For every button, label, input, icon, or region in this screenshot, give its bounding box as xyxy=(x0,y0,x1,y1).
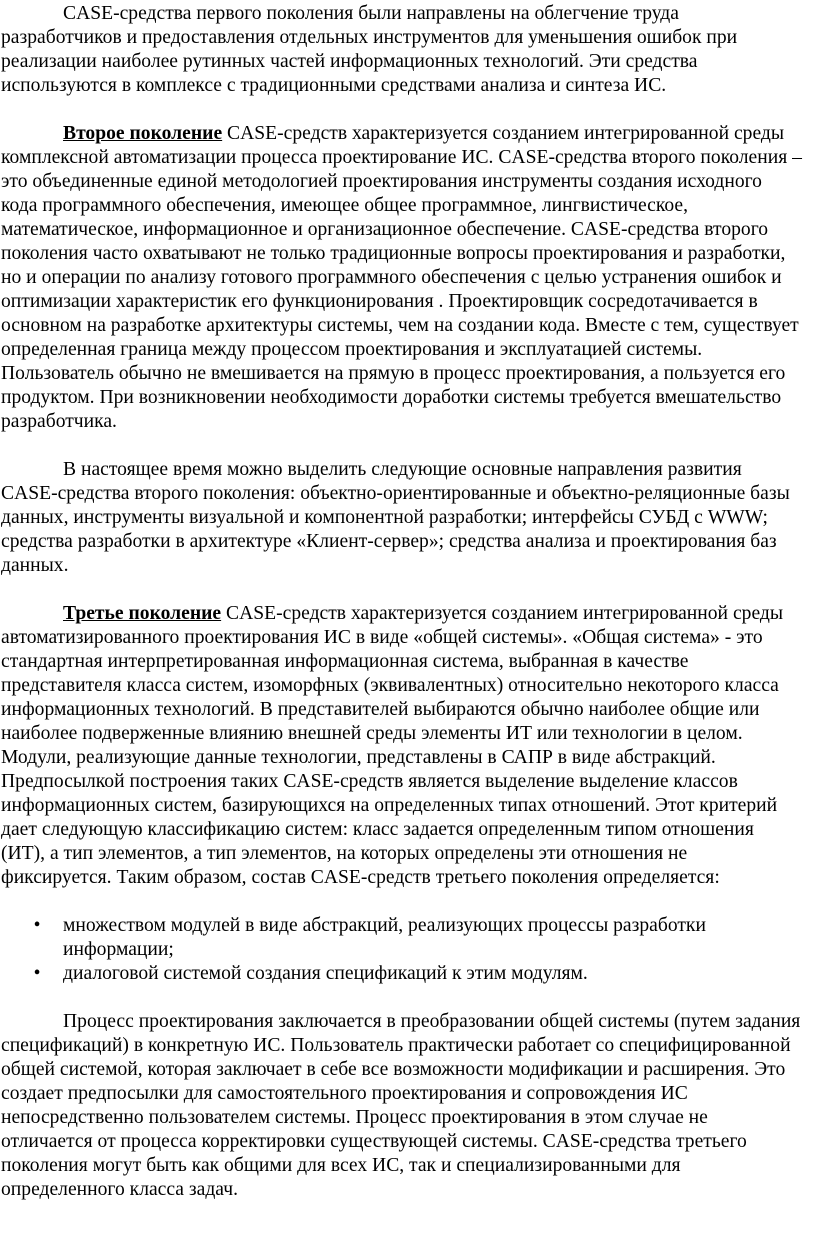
bullet-icon: • xyxy=(33,915,41,936)
paragraph-second-generation-text: CASE-средств характеризуется созданием интегрированной среды комплексной автоматизации процесса проектирование ИС. CASE-средства второго поколения – это объединенные единой методологией проектирования инструменты создания исходного кода программного обеспечения, имеющее общее программное, лингвистическое, математическое, информационное и организационное обеспечение. CASE-средства второго поколения часто охватывают не только традиционные вопросы проектирования и разработки, но и операции по анализу готового программного обеспечения с целью устранения ошибок и оптимизации характеристик его функционирования . Проектировщик сосредотачивается в основном на разработке архитектуры системы, чем на создании кода. Вместе с тем, существует определенная граница между процессом проектирования и эксплуатацией системы. Пользователь обычно не вмешивается на прямую в процесс проектирования, а пользуется его продуктом. При возникновении необходимости доработки системы требуется вмешательство разработчика. xyxy=(1,123,802,432)
bullet-icon: • xyxy=(33,963,41,984)
heading-second-generation: Второе поколение xyxy=(63,123,223,144)
paragraph-third-generation xyxy=(1,602,802,890)
heading-third-generation: Третье поколение xyxy=(63,603,222,624)
paragraph-first-generation: CASE-средства первого поколения были направлены на облегчение труда разработчиков и предоставления отдельных инструментов для уменьшения ошибок при реализации наиболее рутинных частей информационных технологий. Эти средства используются в комплексе с традиционными средствами анализа и синтеза ИС. xyxy=(1,3,738,96)
list-item-text: диалоговой системой создания спецификаций к этим модулям. xyxy=(63,963,588,984)
paragraph-third-generation-text: CASE-средств характеризуется созданием интегрированной среды автоматизированного проектирования ИС в виде «общей системы». «Общая система» - это стандартная интерпретированная информационная система, выбранная в качестве представителя класса систем, изоморфных (эквивалентных) относительно некоторого класса информационных технологий. В представителей выбираются обычно наиболее общие или наиболее подверженные влиянию внешней среды элементы ИТ или технологии в целом. Модули, реализующие данные технологии, представлены в САПР в виде абстракций. Предпосылкой построения таких CASE-средств является выделение выделение классов информационных систем, базирующихся на определенных типах отношений. Этот критерий дает следующую классификацию систем: класс задается определенным типом отношения (ИТ), а тип элементов, а тип элементов, на которых определены эти отношения не фиксируется. Таким образом, состав CASE-средств третьего поколения определяется: xyxy=(1,603,784,888)
paragraph-second-generation xyxy=(1,122,802,434)
list-item xyxy=(1,914,802,962)
paragraph-design-process: Процесс проектирования заключается в преобразовании общей системы (путем задания спецификаций) в конкретную ИС. Пользователь практически работает со специфицированной общей системой, которая заключает в себе все возможности модификации и расширения. Это создает предпосылки для самостоятельного проектирования и сопровождения ИС непосредственно пользователем системы. Процесс проектирования в этом случае не отличается от процесса корректировки существующей системы. CASE-средства третьего поколения могут быть как общими для всех ИС, так и специализированными для определенного класса задач. xyxy=(1,1011,801,1200)
bullet-list xyxy=(1,914,802,986)
paragraph-development-directions: В настоящее время можно выделить следующие основные направления развития CASE-средства второго поколения: объектно-ориентированные и объектно-реляционные базы данных, инструменты визуальной и компонентной разработки; интерфейсы СУБД с WWW; средства разработки в архитектуре «Клиент-сервер»; средства анализа и проектирования баз данных. xyxy=(1,459,790,576)
list-item xyxy=(1,962,802,986)
list-item-text: множеством модулей в виде абстракций, реализующих процессы разработки информации; xyxy=(63,915,706,960)
